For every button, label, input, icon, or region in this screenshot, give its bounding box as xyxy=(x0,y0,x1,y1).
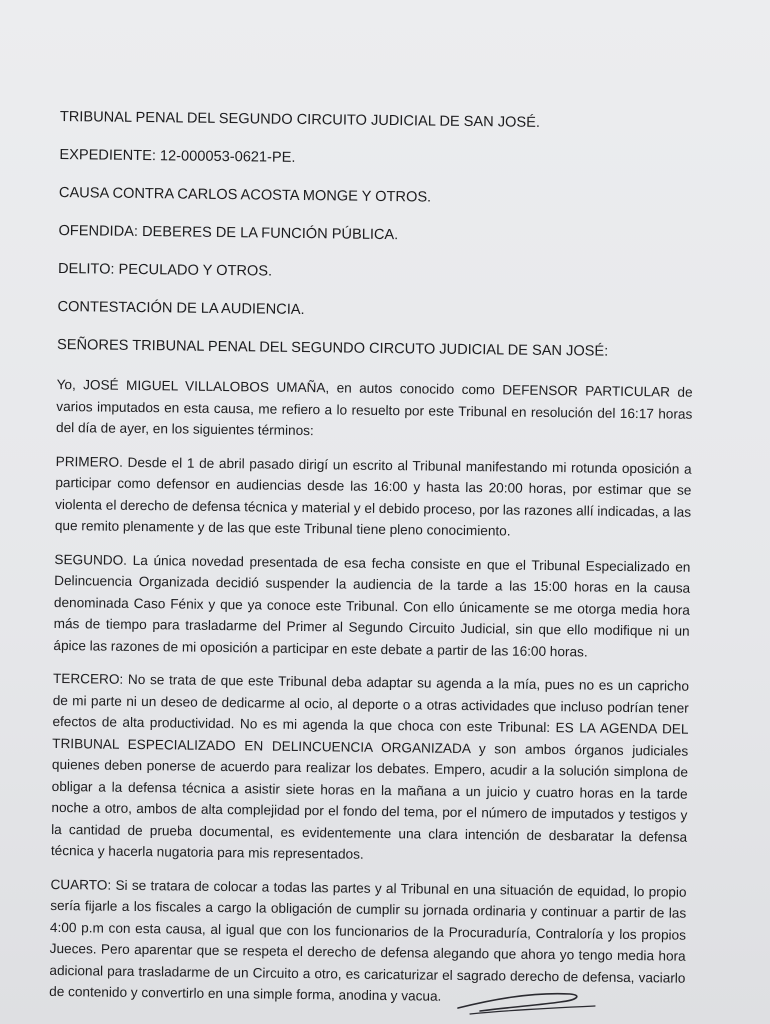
salutation-line: SEÑORES TRIBUNAL PENAL DEL SEGUNDO CIRCUTO JUDICIAL DE SAN JOSÉ: xyxy=(57,336,609,360)
segundo-paragraph: SEGUNDO. La única novedad presentada de esa fecha consiste en que el Tribunal Especializado en Delincuencia Organizada decidió suspender la audiencia de la tarde a las 15:00 horas en la causa denominada Caso Fénix y que ya conoce este Tribunal. Con ello únicamente se me otorga media hora más de tiempo para trasladarme del Primer al Segundo Circuito Judicial, sin que ello modifique ni un ápice las razones de mi oposición a participar en este debate a partir de las 16:00 horas. xyxy=(53,551,691,659)
court-heading: TRIBUNAL PENAL DEL SEGUNDO CIRCUITO JUDICIAL DE SAN JOSÉ. xyxy=(59,108,541,131)
ofendida-line: OFENDIDA: DEBERES DE LA FUNCIÓN PÚBLICA. xyxy=(58,222,399,244)
tercero-paragraph: TERCERO: No se trata de que este Tribunal deba adaptar su agenda a la mía, pues no es un capricho de mi parte ni un deseo de dedicarme al ocio, al deporte o a otras actividades que incluso podrían tener efectos de alta productividad. No es mi agenda la que choca con este Tribunal: ES LA AGENDA DEL TRIBUNAL ESPECIALIZADO EN DELINCUENCIA ORGANIZADA y son ambos órganos judiciales quienes deben ponerse de acuerdo para realizar los debates. Empero, acudir a la solución simplona de obligar a la defensa técnica a asistir siete horas en la mañana a un juicio y cuatro horas en la tarde noche a otro, ambos de alta complejidad por el fondo del tema, por el número de imputados y testigos y la cantidad de prueba documental, es evidentemente una clara intención de desbaratar la defensa técnica y hacerla nugatoria para mis representados. xyxy=(50,670,690,862)
primero-paragraph: PRIMERO. Desde el 1 de abril pasado dirigí un escrito al Tribunal manifestando mi rotunda oposición a participar como defensor en audiencias desde las 16:00 y hasta las 20:00 horas, por estimar que se violenta el derecho de defensa técnica y material y el debido proceso, por las razones allí indicadas, a las que remito plenamente y de las que este Tribunal tiene pleno conocimiento. xyxy=(54,453,692,539)
expediente-line: EXPEDIENTE: 12-000053-0621-PE. xyxy=(59,146,296,166)
contestacion-line: CONTESTACIÓN DE LA AUDIENCIA. xyxy=(57,298,305,319)
causa-line: CAUSA CONTRA CARLOS ACOSTA MONGE Y OTROS. xyxy=(58,184,432,206)
document-content xyxy=(49,108,696,1022)
delito-line: DELITO: PECULADO Y OTROS. xyxy=(57,260,273,280)
cuarto-paragraph: CUARTO: Si se tratara de colocar a todas las partes y al Tribunal en una situación de equidad, lo propio sería fijarle a los fiscales a cargo la obligación de cumplir su jornada ordinaria y continuar a partir de las 4:00 p.m con esta causa, al igual que con los funcionarios de la Procuraduría, Contraloría y los propios Jueces. Pero aparentar que se respeta el derecho de defensa alegando que ahora yo tengo media hora adicional para trasladarme de un Circuito a otro, es caricaturizar el sagrado derecho de defensa, vaciarlo de contenido y convertirlo en una simple forma, anodina y vacua. xyxy=(49,876,687,1004)
intro-paragraph: Yo, JOSÉ MIGUEL VILLALOBOS UMAÑA, en autos conocido como DEFENSOR PARTICULAR de varios imputados en esta causa, me refiero a lo resuelto por este Tribunal en resolución del 16:17 horas del día de ayer, en los siguientes términos: xyxy=(56,376,693,439)
signature-mark xyxy=(450,978,600,1018)
